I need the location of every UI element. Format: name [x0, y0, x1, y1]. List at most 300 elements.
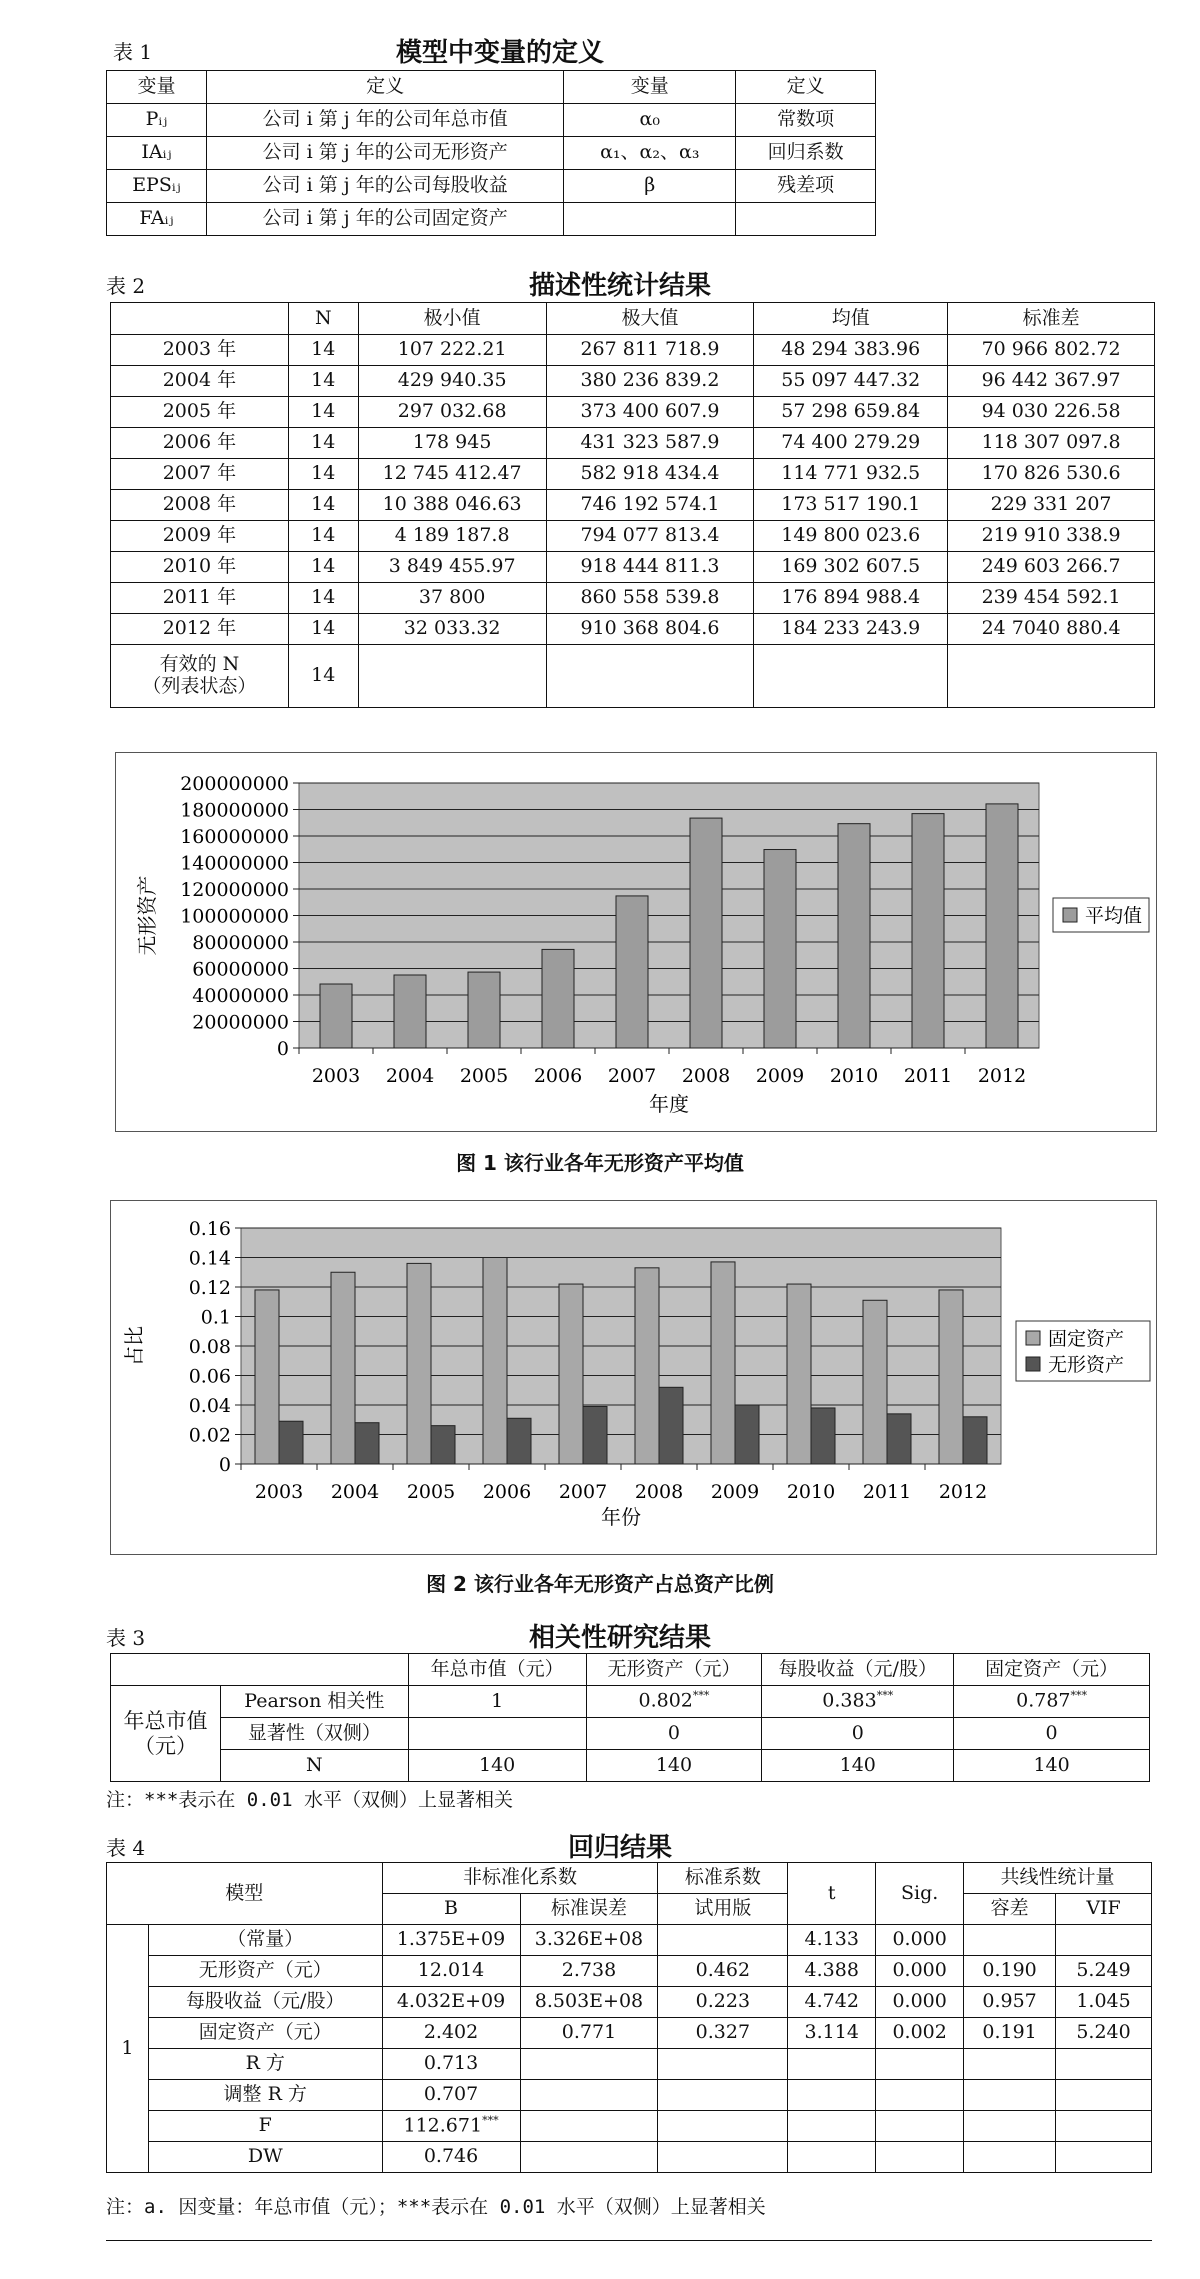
- t4-model-head: 模型: [107, 1863, 383, 1925]
- t4-cell: [1056, 1925, 1152, 1956]
- t4-value: 5.240: [1076, 2021, 1131, 2044]
- table-row: [111, 521, 1155, 552]
- bar: [659, 1387, 683, 1464]
- figure1-caption: 图 1 该行业各年无形资产平均值: [456, 1151, 744, 1175]
- t2-cell: 219 910 338.9: [948, 521, 1155, 552]
- y-tick-label: 20000000: [192, 1011, 289, 1034]
- t4-cell: [520, 2111, 658, 2142]
- table-row: [107, 2080, 1152, 2111]
- t4-value: 1.045: [1076, 1990, 1131, 2013]
- t4-cell: [382, 2080, 520, 2111]
- t4-value: 2.402: [423, 2021, 479, 2044]
- t3-cell: [408, 1750, 586, 1782]
- t3-header-cell: 每股收益（元/股）: [762, 1654, 954, 1686]
- t4-cell: [382, 2142, 520, 2173]
- t4-cell: [964, 2080, 1056, 2111]
- bar: [711, 1262, 735, 1464]
- t4-cell: [788, 1987, 876, 2018]
- t4-cell: [520, 2080, 658, 2111]
- t4-value: 0.771: [561, 2021, 617, 2044]
- t2-cell: 14: [288, 552, 358, 583]
- t4-cell: [788, 2142, 876, 2173]
- bar: [635, 1268, 659, 1464]
- figure2-caption: 图 2 该行业各年无形资产占总资产比例: [426, 1572, 774, 1596]
- t2-cell: 910 368 804.6: [546, 614, 754, 645]
- t4-value: 调整 R 方: [223, 2083, 307, 2106]
- table-row: [111, 366, 1155, 397]
- t2-header-cell: 极小值: [358, 303, 546, 335]
- t4-cell: [876, 2018, 964, 2049]
- y-tick-label: 80000000: [192, 932, 289, 954]
- t2-cell: 429 940.35: [358, 366, 546, 397]
- t3-cell: [586, 1718, 762, 1750]
- t2-cell: 24 7040 880.4: [948, 614, 1155, 645]
- figure2-chart: [111, 1201, 1156, 1554]
- x-tick-label: 2005: [459, 1065, 509, 1087]
- t1-header-cell: 变量: [107, 71, 207, 104]
- t4-std-head: 标准系数: [658, 1863, 788, 1894]
- x-axis-label: 年份: [601, 1505, 641, 1529]
- t4-cell: [788, 1925, 876, 1956]
- significance-stars: ***: [482, 2113, 499, 2127]
- t2-cell: 267 811 718.9: [546, 335, 754, 366]
- legend-swatch: [1063, 908, 1077, 922]
- t2-cell: 170 826 530.6: [948, 459, 1155, 490]
- t4-value: 4.742: [804, 1990, 859, 2013]
- t2-cell: 96 442 367.97: [948, 366, 1155, 397]
- bar: [279, 1421, 303, 1464]
- y-tick-label: 0.04: [188, 1395, 231, 1417]
- t4-subhead: 容差: [964, 1894, 1056, 1925]
- y-tick-label: 200000000: [180, 773, 289, 795]
- bar: [355, 1423, 379, 1464]
- legend-swatch: [1026, 1331, 1040, 1345]
- t4-subhead: 试用版: [658, 1894, 788, 1925]
- t4-value: 0.327: [695, 2021, 751, 2044]
- x-tick-label: 2012: [938, 1481, 988, 1503]
- t1-cell: β: [564, 170, 736, 203]
- t4-subhead: B: [382, 1894, 520, 1925]
- bar: [394, 975, 426, 1048]
- t3-cell: [586, 1686, 762, 1718]
- table4-note: 注：a. 因变量：年总市值（元）；***表示在 0.01 水平（双侧）上显著相关: [106, 2196, 766, 2218]
- t4-value: 8.503E+08: [534, 1990, 644, 2013]
- t2-cell: 860 558 539.8: [546, 583, 754, 614]
- bar: [559, 1284, 583, 1464]
- t3-cell: [954, 1686, 1150, 1718]
- significance-stars: ***: [692, 1689, 710, 1703]
- t3-value: 0: [667, 1721, 680, 1744]
- t4-value: DW: [247, 2145, 283, 2168]
- table3-label: 表 3: [106, 1626, 146, 1650]
- t4-cell: [876, 1956, 964, 1987]
- t4-value: 3.326E+08: [534, 1928, 644, 1951]
- t4-cell: [876, 2111, 964, 2142]
- t2-cell: 10 388 046.63: [358, 490, 546, 521]
- t4-cell: [876, 1925, 964, 1956]
- t2-cell: 2010 年: [111, 552, 289, 583]
- t4-value: 12.014: [417, 1959, 485, 1982]
- y-axis-label: 无形资产: [135, 875, 159, 956]
- bar: [407, 1263, 431, 1464]
- y-tick-label: 0.06: [188, 1365, 231, 1388]
- t2-cell: 2012 年: [111, 614, 289, 645]
- table4-label: 表 4: [106, 1836, 146, 1860]
- t4-unstd-head: 非标准化系数: [382, 1863, 658, 1894]
- t4-cell: [658, 1925, 788, 1956]
- t4-cell: [382, 1987, 520, 2018]
- table1: [106, 70, 876, 236]
- t4-cell: [658, 2018, 788, 2049]
- t3-cell: [954, 1750, 1150, 1782]
- t4-cell: [520, 1987, 658, 2018]
- t3-value: 140: [839, 1753, 876, 1776]
- t2-cell: 149 800 023.6: [754, 521, 948, 552]
- y-tick-label: 0.12: [188, 1277, 231, 1299]
- table-row: [111, 552, 1155, 583]
- bar: [431, 1426, 455, 1464]
- t2-cell: 14: [288, 428, 358, 459]
- t3-cell: [762, 1686, 954, 1718]
- t3-value: 0: [1045, 1721, 1058, 1744]
- t4-cell: [964, 1987, 1056, 2018]
- t3-value: 0: [851, 1721, 864, 1744]
- table1-title: 模型中变量的定义: [395, 38, 604, 68]
- t4-cell: [1056, 2049, 1152, 2080]
- table-row: [111, 1750, 1150, 1782]
- significance-stars: ***: [876, 1689, 894, 1703]
- x-tick-label: 2003: [254, 1481, 304, 1503]
- table-row: [107, 1925, 1152, 1956]
- t4-cell: [148, 1987, 382, 2018]
- bar: [912, 814, 944, 1048]
- t3-cell: [586, 1750, 762, 1782]
- y-tick-label: 60000000: [192, 958, 289, 981]
- t3-value: 0.802: [638, 1689, 693, 1712]
- table-row: [107, 170, 876, 203]
- t4-cell: [964, 1956, 1056, 1987]
- legend-swatch: [1026, 1357, 1040, 1371]
- t4-value: 固定资产（元）: [198, 2021, 332, 2044]
- table-row: [111, 490, 1155, 521]
- x-tick-label: 2004: [330, 1481, 380, 1503]
- figure1-frame: [115, 752, 1157, 1132]
- t4-model-number: 1: [107, 1925, 149, 2173]
- t1-cell: 公司 i 第 j 年的公司固定资产: [206, 203, 563, 236]
- t3-cell: [408, 1686, 586, 1718]
- t2-cell: 2003 年: [111, 335, 289, 366]
- t2-cell: 582 918 434.4: [546, 459, 754, 490]
- figure1-chart: [116, 753, 1156, 1131]
- t2-cell: 3 849 455.97: [358, 552, 546, 583]
- y-tick-label: 0.08: [188, 1336, 231, 1358]
- t4-cell: [876, 2142, 964, 2173]
- t4-value: 无形资产（元）: [198, 1959, 332, 1982]
- t4-cell: [382, 2111, 520, 2142]
- t1-cell: EPSᵢⱼ: [107, 170, 207, 203]
- t2-cell: 107 222.21: [358, 335, 546, 366]
- t1-cell: [564, 203, 736, 236]
- table-row: [111, 614, 1155, 645]
- t3-row-head: 年总市值 （元）: [111, 1686, 221, 1782]
- t4-cell: [148, 2018, 382, 2049]
- table-row: [111, 1686, 1150, 1718]
- table-row: [107, 2142, 1152, 2173]
- t2-cell: 746 192 574.1: [546, 490, 754, 521]
- t4-value: 0.000: [892, 1990, 947, 2013]
- t4-cell: [1056, 2018, 1152, 2049]
- t4-cell: [964, 2049, 1056, 2080]
- t3-header-cell: 无形资产（元）: [586, 1654, 762, 1686]
- t4-cell: [382, 2018, 520, 2049]
- t2-cell: [948, 645, 1155, 708]
- t2-cell: 57 298 659.84: [754, 397, 948, 428]
- t2-cell: 184 233 243.9: [754, 614, 948, 645]
- y-tick-label: 140000000: [180, 852, 289, 875]
- x-tick-label: 2007: [607, 1065, 657, 1087]
- x-tick-label: 2009: [755, 1065, 805, 1087]
- table4: [106, 1862, 1152, 2173]
- t1-cell: 公司 i 第 j 年的公司每股收益: [206, 170, 563, 203]
- t4-cell: [382, 1956, 520, 1987]
- t2-cell: 14: [288, 583, 358, 614]
- x-tick-label: 2010: [829, 1065, 879, 1087]
- t4-cell: [658, 1987, 788, 2018]
- table-row: [107, 2018, 1152, 2049]
- t4-cell: [1056, 1956, 1152, 1987]
- t2-header-cell: [111, 303, 289, 335]
- t3-header-cell: 年总市值（元）: [408, 1654, 586, 1686]
- x-tick-label: 2008: [681, 1065, 731, 1087]
- t1-header-cell: 变量: [564, 71, 736, 104]
- t4-cell: [876, 2049, 964, 2080]
- t4-cell: [520, 1925, 658, 1956]
- t4-cell: [658, 1956, 788, 1987]
- figure2-frame: [110, 1200, 1157, 1555]
- t3-row-name: Pearson 相关性: [220, 1686, 408, 1718]
- t3-cell: [954, 1718, 1150, 1750]
- y-tick-label: 180000000: [180, 799, 289, 822]
- t2-cell: 37 800: [358, 583, 546, 614]
- t4-cell: [148, 2111, 382, 2142]
- t4-cell: [964, 1925, 1056, 1956]
- t3-cell: [408, 1718, 586, 1750]
- t1-header-cell: 定义: [206, 71, 563, 104]
- t2-header-cell: 均值: [754, 303, 948, 335]
- t1-cell: FAᵢⱼ: [107, 203, 207, 236]
- t4-value: R 方: [245, 2052, 285, 2075]
- t1-cell: [736, 203, 876, 236]
- t2-cell: 48 294 383.96: [754, 335, 948, 366]
- t2-cell: 2008 年: [111, 490, 289, 521]
- t3-value: 1: [491, 1689, 504, 1712]
- bar: [255, 1290, 279, 1464]
- t1-cell: 公司 i 第 j 年的公司年总市值: [206, 104, 563, 137]
- bar: [986, 804, 1018, 1048]
- bar: [616, 896, 648, 1048]
- x-axis-label: 年度: [649, 1092, 689, 1116]
- t2-cell: 2006 年: [111, 428, 289, 459]
- t2-cell: 4 189 187.8: [358, 521, 546, 552]
- t4-value: 1.375E+09: [396, 1928, 506, 1951]
- t3-corner: [111, 1654, 409, 1686]
- t2-header-cell: 极大值: [546, 303, 754, 335]
- t3-value: 0.383: [822, 1689, 877, 1712]
- table-row: [107, 2049, 1152, 2080]
- y-tick-label: 0: [218, 1454, 231, 1476]
- t4-cell: [520, 2142, 658, 2173]
- t2-cell: [358, 645, 546, 708]
- table3-title: 相关性研究结果: [528, 1623, 711, 1653]
- bar: [542, 949, 574, 1048]
- t4-value: 0.713: [423, 2052, 479, 2075]
- t2-cell: 14: [288, 521, 358, 552]
- t4-value: 0.707: [423, 2083, 479, 2106]
- y-tick-label: 40000000: [192, 985, 289, 1007]
- bar: [483, 1258, 507, 1465]
- table3: [110, 1653, 1150, 1782]
- table-row: [111, 583, 1155, 614]
- y-tick-label: 0.02: [188, 1424, 231, 1447]
- t4-t-head: t: [788, 1863, 876, 1925]
- t4-cell: [658, 2080, 788, 2111]
- t4-value: 4.032E+09: [396, 1990, 506, 2013]
- bar: [320, 984, 352, 1048]
- t1-cell: IAᵢⱼ: [107, 137, 207, 170]
- table3-note: 注：***表示在 0.01 水平（双侧）上显著相关: [106, 1789, 513, 1811]
- t4-cell: [788, 2111, 876, 2142]
- t4-cell: [1056, 2080, 1152, 2111]
- t2-cell: 297 032.68: [358, 397, 546, 428]
- t3-value: 140: [655, 1753, 693, 1776]
- t4-cell: [788, 2018, 876, 2049]
- t3-value: 140: [1033, 1753, 1070, 1776]
- t4-cell: [1056, 2142, 1152, 2173]
- t2-valid-n-value: 14: [288, 645, 358, 708]
- t4-value: 0.002: [892, 2021, 947, 2044]
- t2-valid-n-label: 有效的 N （列表状态）: [111, 645, 289, 708]
- t2-header-cell: 标准差: [948, 303, 1155, 335]
- t4-cell: [658, 2049, 788, 2080]
- t4-value: 每股收益（元/股）: [186, 1990, 345, 2013]
- t2-header-cell: N: [288, 303, 358, 335]
- t2-cell: 70 966 802.72: [948, 335, 1155, 366]
- x-tick-label: 2006: [533, 1065, 583, 1087]
- table-row: [107, 2111, 1152, 2142]
- t4-value: 3.114: [804, 2021, 859, 2044]
- significance-stars: ***: [1070, 1689, 1088, 1703]
- y-tick-label: 0.1: [200, 1306, 231, 1329]
- t2-cell: 173 517 190.1: [754, 490, 948, 521]
- table-row: [107, 1987, 1152, 2018]
- x-tick-label: 2007: [558, 1481, 608, 1503]
- bar: [863, 1300, 887, 1464]
- t2-cell: 74 400 279.29: [754, 428, 948, 459]
- t4-cell: [964, 2142, 1056, 2173]
- t4-value: 0.000: [892, 1928, 947, 1951]
- x-tick-label: 2009: [710, 1481, 760, 1503]
- table-row: [111, 428, 1155, 459]
- t2-cell: 380 236 839.2: [546, 366, 754, 397]
- y-axis-label: 占比: [122, 1326, 146, 1366]
- table-row: [107, 1956, 1152, 1987]
- t4-cell: [148, 2080, 382, 2111]
- t4-cell: [964, 2111, 1056, 2142]
- bar: [735, 1405, 759, 1464]
- t3-value: 140: [479, 1753, 516, 1776]
- t1-cell: Pᵢⱼ: [107, 104, 207, 137]
- t4-cell: [788, 1956, 876, 1987]
- t2-cell: 12 745 412.47: [358, 459, 546, 490]
- t4-subhead: VIF: [1056, 1894, 1152, 1925]
- t4-cell: [1056, 2111, 1152, 2142]
- bar: [787, 1284, 811, 1464]
- t2-cell: 2007 年: [111, 459, 289, 490]
- t2-cell: 431 323 587.9: [546, 428, 754, 459]
- t2-cell: [754, 645, 948, 708]
- t3-header-cell: 固定资产（元）: [954, 1654, 1150, 1686]
- bar: [887, 1414, 911, 1464]
- t4-cell: [382, 2049, 520, 2080]
- bar: [690, 818, 722, 1048]
- x-tick-label: 2003: [311, 1065, 361, 1087]
- t4-value: 5.249: [1076, 1959, 1131, 1982]
- table2-title: 描述性统计结果: [528, 271, 711, 301]
- t2-cell: 2011 年: [111, 583, 289, 614]
- table-row: [111, 1718, 1150, 1750]
- y-tick-label: 160000000: [180, 826, 289, 848]
- page-rule: [106, 2240, 1152, 2241]
- t1-cell: 公司 i 第 j 年的公司无形资产: [206, 137, 563, 170]
- table-row: [107, 104, 876, 137]
- bar: [583, 1406, 607, 1464]
- bar: [939, 1290, 963, 1464]
- t4-value: 0.000: [892, 1959, 947, 1982]
- t1-header-cell: 定义: [736, 71, 876, 104]
- t4-value: 0.191: [982, 2021, 1037, 2044]
- t4-value: 112.671: [403, 2114, 483, 2137]
- t4-cell: [520, 2018, 658, 2049]
- t2-cell: 2005 年: [111, 397, 289, 428]
- bar: [507, 1418, 531, 1464]
- t4-value: 2.738: [561, 1959, 617, 1982]
- legend-label: 平均值: [1085, 905, 1143, 927]
- t2-cell: 14: [288, 366, 358, 397]
- y-tick-label: 120000000: [180, 879, 289, 901]
- t2-cell: 14: [288, 397, 358, 428]
- x-tick-label: 2004: [385, 1065, 435, 1087]
- table-row: [111, 397, 1155, 428]
- t4-cell: [520, 1956, 658, 1987]
- t4-cell: [1056, 1987, 1152, 2018]
- y-tick-label: 0.14: [188, 1247, 231, 1270]
- t4-value: 0.746: [423, 2145, 479, 2168]
- t4-value: 0.190: [982, 1959, 1037, 1982]
- table-row: [107, 137, 876, 170]
- table4-title: 回归结果: [567, 1833, 672, 1863]
- t2-cell: 239 454 592.1: [948, 583, 1155, 614]
- x-tick-label: 2008: [634, 1481, 684, 1503]
- bar: [963, 1417, 987, 1464]
- t2-cell: 249 603 266.7: [948, 552, 1155, 583]
- t4-cell: [148, 2142, 382, 2173]
- t4-value: 4.133: [804, 1928, 859, 1951]
- table-row: [111, 459, 1155, 490]
- t4-value: 4.388: [804, 1959, 859, 1982]
- t4-cell: [148, 1925, 382, 1956]
- t4-cell: [148, 1956, 382, 1987]
- t4-cell: [658, 2142, 788, 2173]
